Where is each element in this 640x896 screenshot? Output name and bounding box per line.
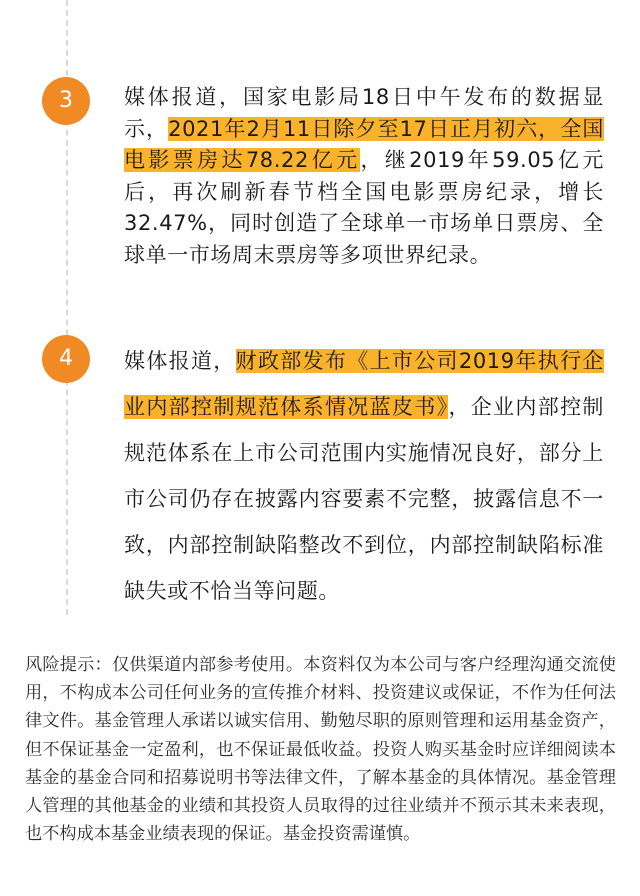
- item-text-plain: 媒体报道，国家电影局18日中午发布的数据显示，: [124, 85, 604, 141]
- item-number-badge: 3: [42, 77, 90, 125]
- item-text-plain: 媒体报道，: [124, 349, 236, 373]
- item-number-badge: 4: [42, 335, 90, 383]
- item-text-plain: ，企业内部控制规范体系在上市公司范围内实施情况良好，部分上市公司仍存在披露内容要素不完整，披露信息不一致，内部控制缺陷整改不到位，内部控制缺陷标准缺失或不恰当等问题。: [124, 395, 605, 603]
- item-text-plain: ，继2019年59.05亿元后，再次刷新春节档全国电影票房纪录，增长32.47%，同时创造了全球单一市场单日票房、全球单一市场周末票房等多项世界纪录。: [124, 148, 604, 267]
- item-text-highlight: 2021年2月11日除夕至17日正月初六，全国电影票房达78.22亿元: [124, 116, 604, 172]
- news-item: [124, 82, 604, 271]
- news-item: [124, 338, 604, 614]
- risk-disclaimer: 风险提示：仅供渠道内部参考使用。本资料仅为本公司与客户经理沟通交流使用，不构成本公司任何业务的宣传推介材料、投资建议或保证，不作为任何法律文件。基金管理人承诺以诚实信用、勤勉尽职的原则管理和运用基金资产，但不保证基金一定盈利，也不保证最低收益。投资人购买基金时应详细阅读本基金的基金合同和招募说明书等法律文件，了解本基金的具体情况。基金管理人管理的其他基金的业绩和其投资人员取得的过往业绩并不预示其未来表现，也不构成本基金业绩表现的保证。基金投资需谨慎。: [25, 655, 616, 845]
- item-text-highlight: 财政部发布《上市公司2019年执行企业内部控制规范体系情况蓝皮书》: [124, 349, 604, 419]
